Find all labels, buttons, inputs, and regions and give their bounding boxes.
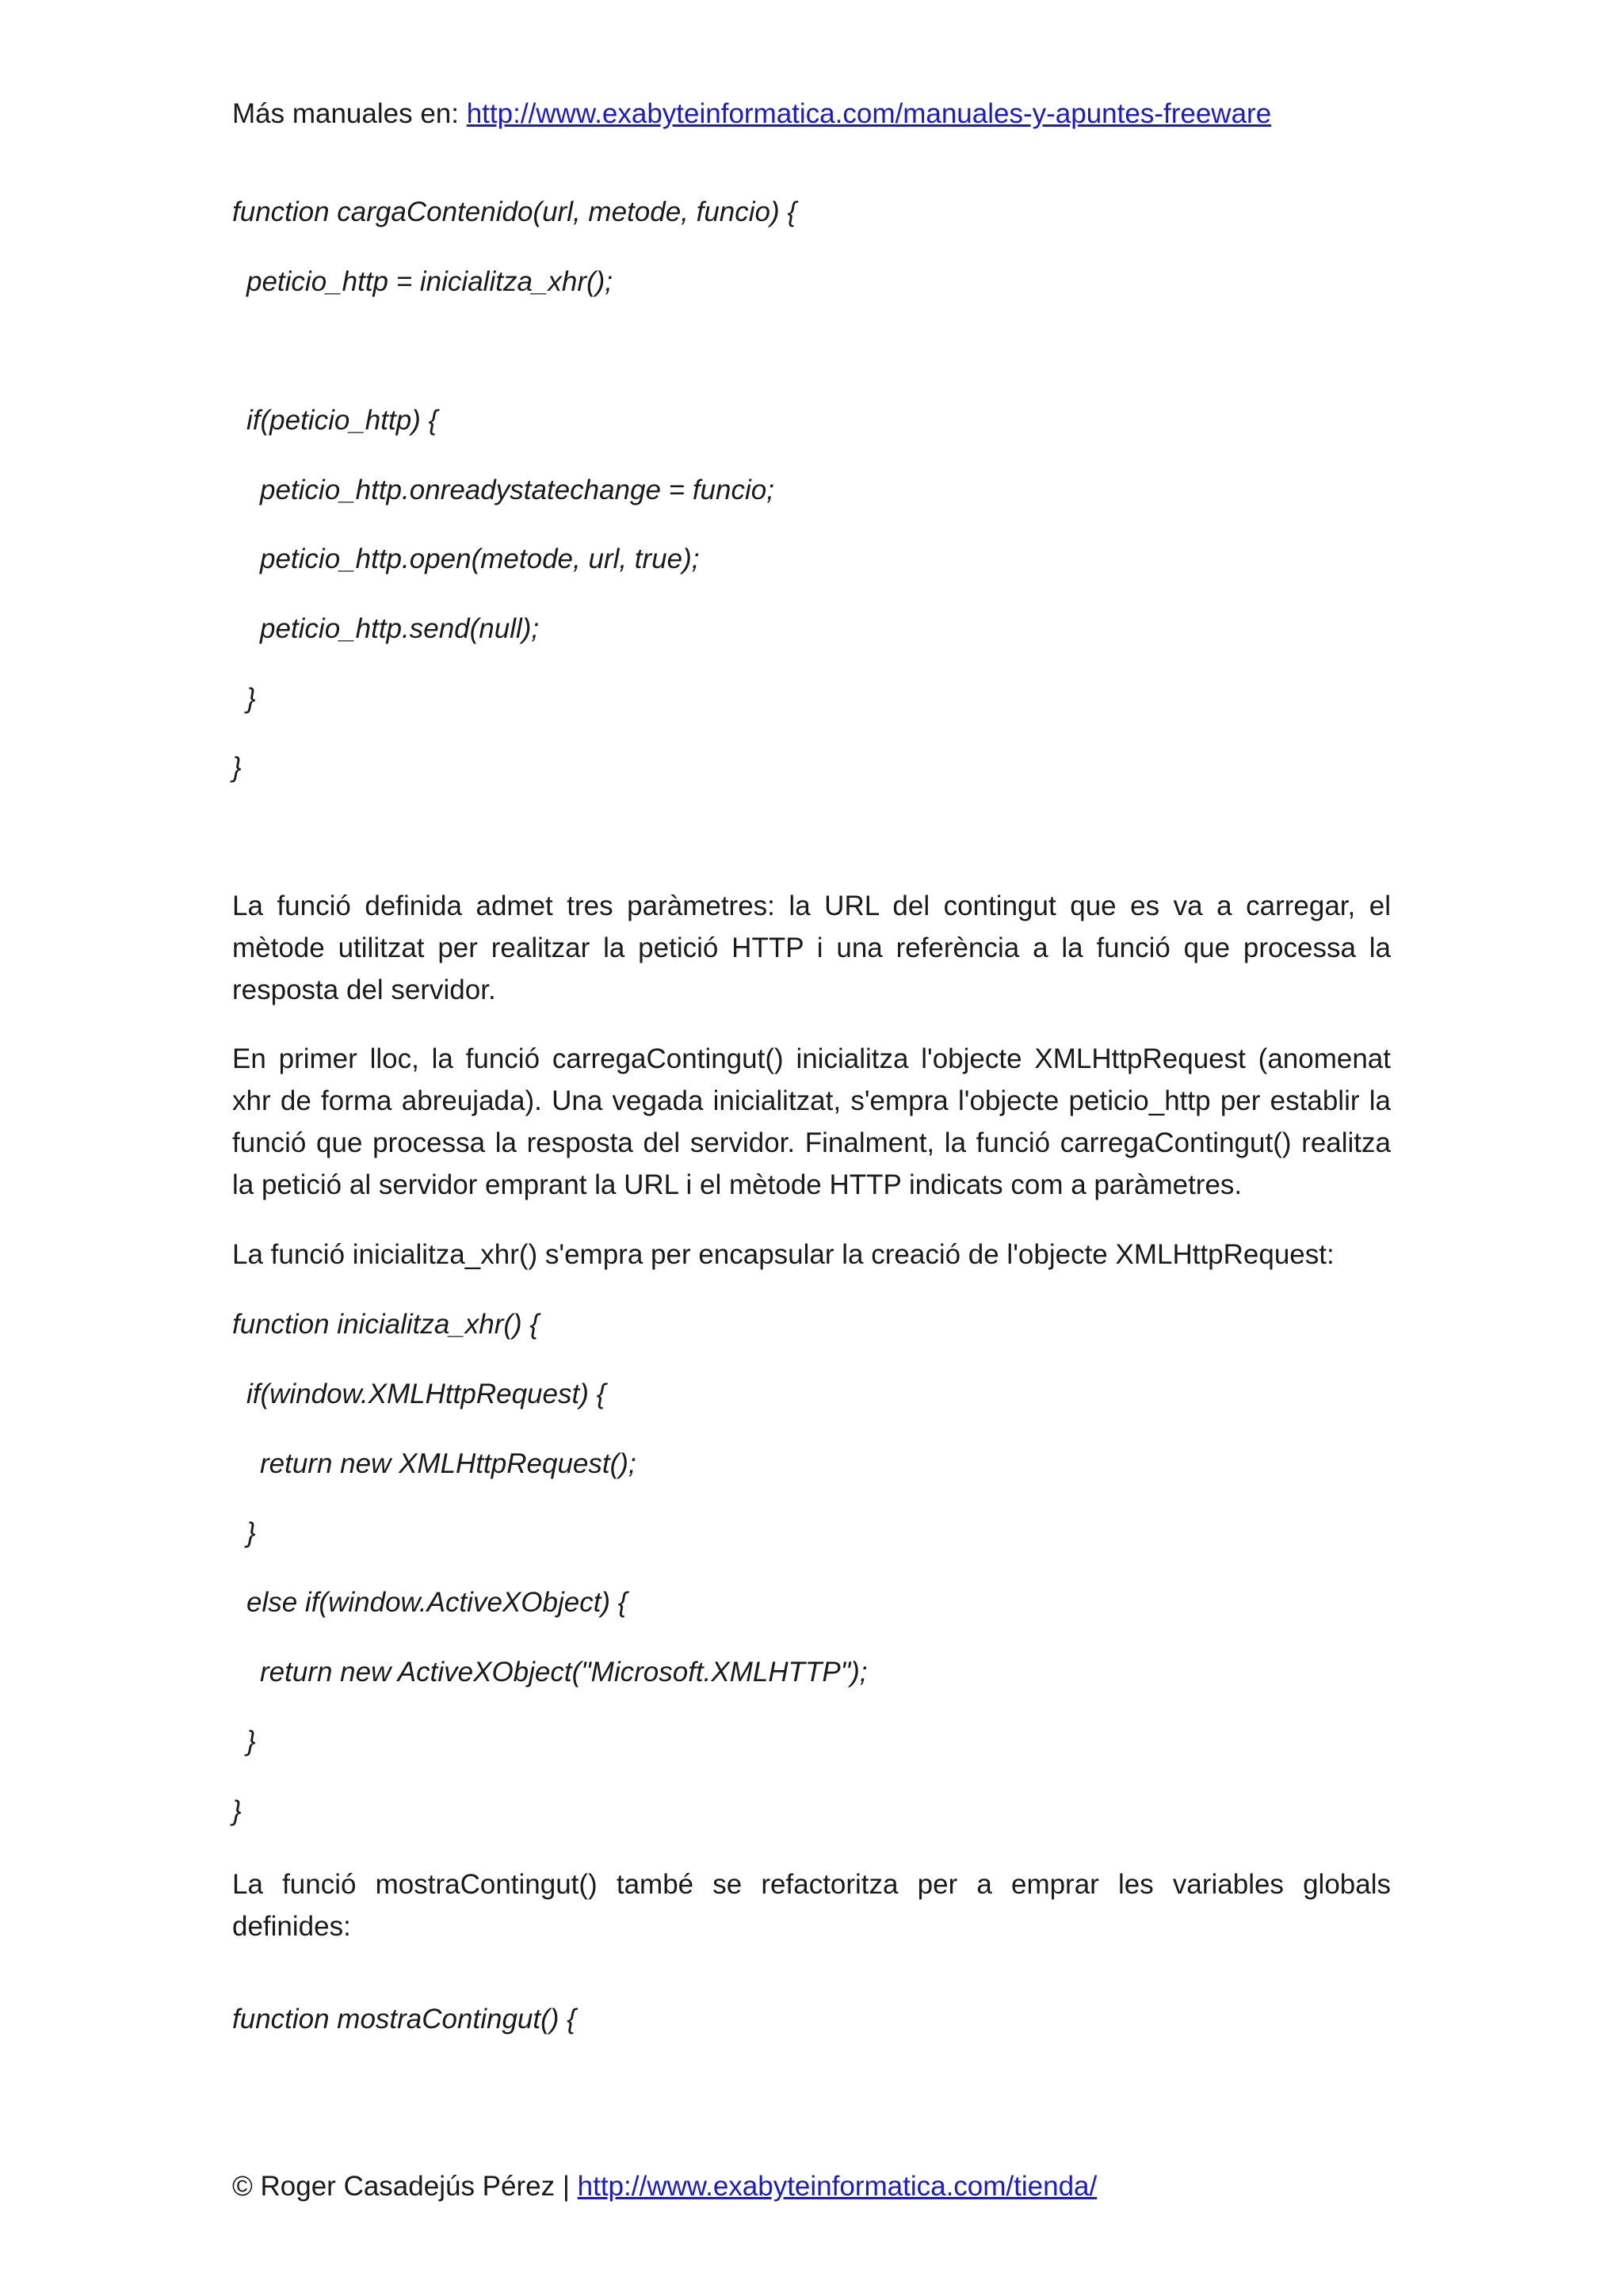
header-prefix: Más manuales en: [232, 98, 467, 129]
code-line: if(window.XMLHttpRequest) { [246, 1379, 606, 1409]
page-footer [232, 2169, 1097, 2204]
body-paragraph: La funció mostraContingut() també se refactoritza per a emprar les variables globals definides: [232, 1869, 1391, 1942]
body-paragraph: En primer lloc, la funció carregaContingut() inicialitza l'objecte XMLHttpRequest (anomenat xhr de forma abreujada). Una vegada inicialitzat, s'empra l'objecte peticio_http per establir la funció que processa la resposta del servidor. Finalment, la funció carregaContingut() realitza la petició al servidor emprant la URL i el mètode HTTP indicats com a paràmetres. [232, 1043, 1391, 1200]
code-line: return new XMLHttpRequest(); [260, 1448, 636, 1479]
code-line: } [232, 1795, 242, 1826]
code-line: function inicialitza_xhr() { [232, 1309, 540, 1340]
code-line: function mostraContingut() { [232, 2004, 576, 2035]
code-line: peticio_http.send(null); [260, 613, 540, 644]
footer-prefix: © Roger Casadejús Pérez | [232, 2171, 578, 2202]
code-line: } [246, 683, 256, 714]
code-line: } [246, 1726, 256, 1756]
code-line: if(peticio_http) { [246, 405, 438, 436]
code-line: return new ActiveXObject("Microsoft.XMLHTTP"); [260, 1657, 868, 1688]
code-line: peticio_http.open(metode, url, true); [260, 543, 700, 574]
footer-link[interactable]: http://www.exabyteinformatica.com/tienda/ [577, 2171, 1098, 2202]
body-paragraph: La funció inicialitza_xhr() s'empra per encapsular la creació de l'objecte XMLHttpRequest: [232, 1239, 1335, 1270]
code-line: } [246, 1517, 256, 1548]
code-line: else if(window.ActiveXObject) { [246, 1587, 628, 1618]
header-link[interactable]: http://www.exabyteinformatica.com/manuales-y-apuntes-freeware [466, 98, 1272, 129]
body-paragraph: La funció definida admet tres paràmetres: la URL del contingut que es va a carregar, el mètode utilitzat per realitzar la petició HTTP i una referència a la funció que processa la resposta del servidor. [232, 891, 1391, 1005]
page-header [232, 97, 1271, 132]
code-line: function cargaContenido(url, metode, funcio) { [232, 196, 797, 227]
code-line: } [232, 752, 242, 783]
code-line: peticio_http = inicialitza_xhr(); [246, 266, 613, 297]
code-line: peticio_http.onreadystatechange = funcio; [260, 475, 774, 505]
